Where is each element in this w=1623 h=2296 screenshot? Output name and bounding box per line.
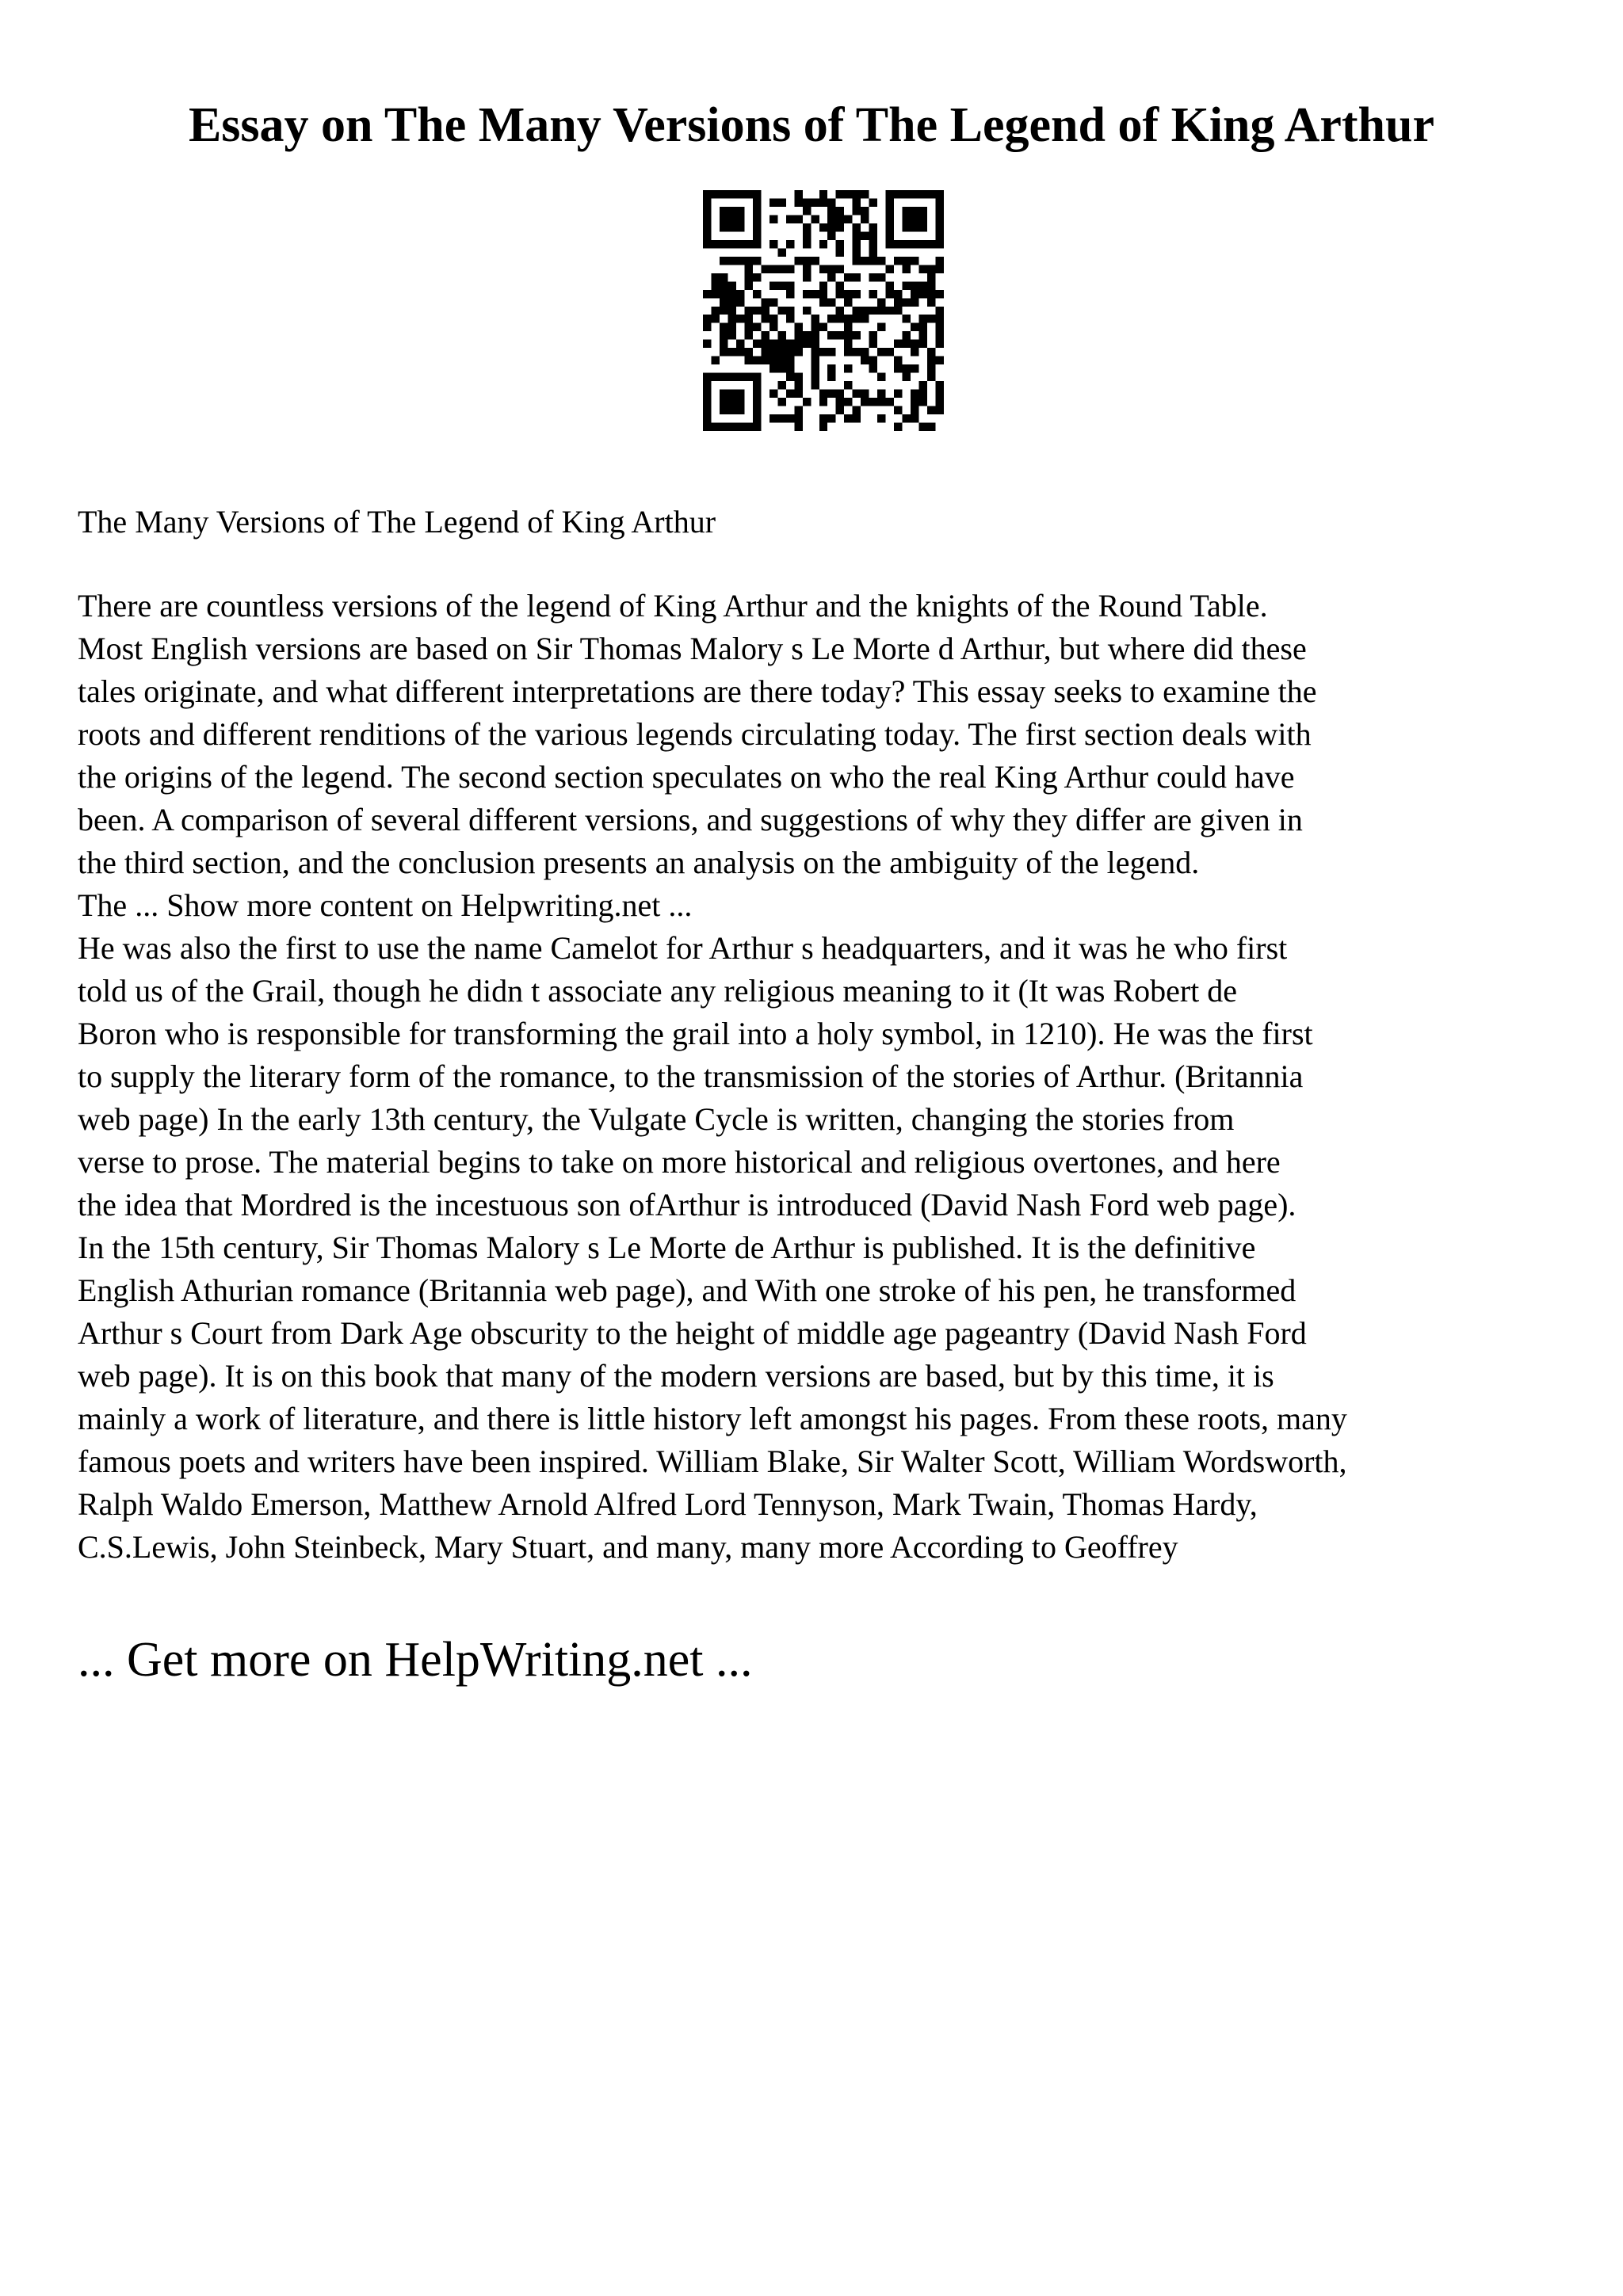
essay-line: roots and different renditions of the various legends circulating today. The first section deals with [78,716,1312,752]
essay-line: Arthur s Court from Dark Age obscurity to the height of middle age pageantry (David Nash Ford [78,1315,1307,1351]
essay-line: Ralph Waldo Emerson, Matthew Arnold Alfred Lord Tennyson, Mark Twain, Thomas Hardy, [78,1486,1258,1522]
essay-line: the origins of the legend. The second section speculates on who the real King Arthur could have [78,759,1295,795]
essay-line: tales originate, and what different interpretations are there today? This essay seeks to examine the [78,673,1317,709]
essay-line: to supply the literary form of the romance, to the transmission of the stories of Arthur. (Britannia [78,1058,1304,1094]
essay-line: famous poets and writers have been inspired. William Blake, Sir Walter Scott, William Wordsworth, [78,1444,1347,1479]
essay-body [78,585,1568,1569]
essay-line: been. A comparison of several different versions, and suggestions of why they differ are given in [78,802,1303,837]
essay-line: verse to prose. The material begins to take on more historical and religious overtones, and here [78,1144,1281,1180]
essay-line: web page). It is on this book that many of the modern versions are based, but by this time, it is [78,1358,1274,1394]
essay-line: the idea that Mordred is the incestuous son ofArthur is introduced (David Nash Ford web page). [78,1187,1296,1222]
essay-subtitle: The Many Versions of The Legend of King Arthur [78,504,716,540]
get-more-link[interactable]: ... Get more on HelpWriting.net ... [78,1633,753,1687]
essay-line: mainly a work of literature, and there is little history left amongst his pages. From these roots, many [78,1401,1347,1436]
essay-line: C.S.Lewis, John Steinbeck, Mary Stuart, and many, many more According to Geoffrey [78,1529,1178,1565]
essay-line: Most English versions are based on Sir Thomas Malory s Le Morte d Arthur, but where did these [78,631,1307,666]
essay-line: English Athurian romance (Britannia web page), and With one stroke of his pen, he transformed [78,1272,1296,1308]
essay-line: He was also the first to use the name Camelot for Arthur s headquarters, and it was he who first [78,930,1288,966]
essay-line: The ... Show more content on Helpwriting.net ... [78,887,693,923]
page-title: Essay on The Many Versions of The Legend of King Arthur [188,98,1435,152]
essay-line: In the 15th century, Sir Thomas Malory s Le Morte de Arthur is published. It is the definitive [78,1230,1256,1265]
essay-line: the third section, and the conclusion presents an analysis on the ambiguity of the legend. [78,845,1200,880]
essay-line: told us of the Grail, though he didn t associate any religious meaning to it (It was Robert de [78,973,1238,1009]
essay-line: There are countless versions of the legend of King Arthur and the knights of the Round Table. [78,588,1268,624]
essay-line: web page) In the early 13th century, the Vulgate Cycle is written, changing the stories from [78,1101,1235,1137]
essay-line: Boron who is responsible for transforming the grail into a holy symbol, in 1210). He was the first [78,1016,1313,1051]
qr-code-icon [703,190,944,431]
